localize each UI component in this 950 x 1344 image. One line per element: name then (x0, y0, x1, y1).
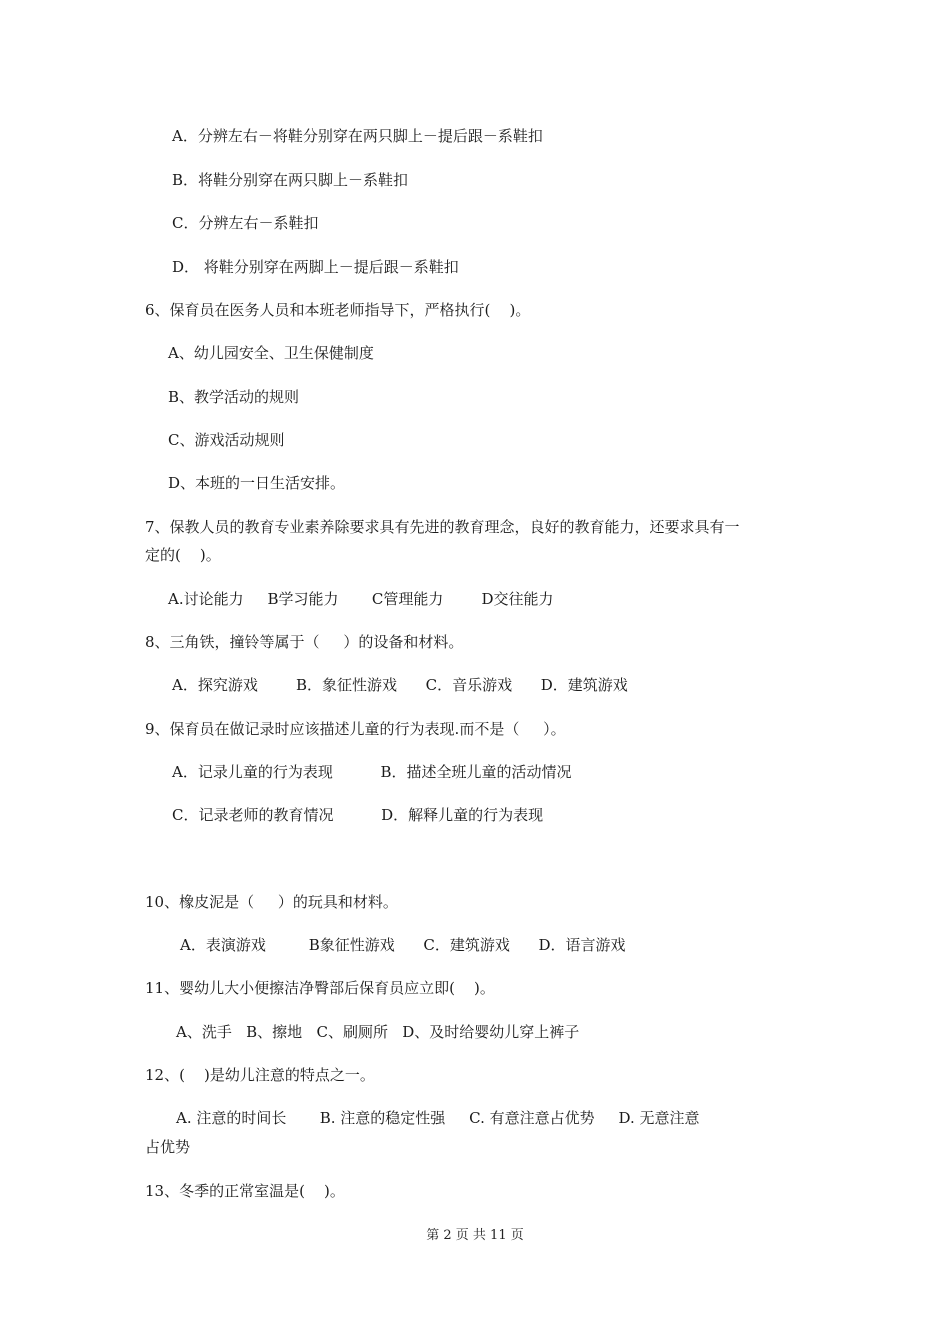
q5-option-d: D． 将鞋分别穿在两脚上－提后跟－系鞋扣 (172, 258, 459, 276)
q7-options: A.讨论能力 B学习能力 C管理能力 D交往能力 (168, 590, 554, 608)
q10-options: A．表演游戏 B象征性游戏 C．建筑游戏 D．语言游戏 (180, 936, 626, 954)
q8-stem: 8、三角铁，撞铃等属于（ ）的设备和材料。 (145, 633, 464, 651)
q12-options-line2: 占优势 (145, 1138, 191, 1156)
q12-stem: 12、( )是幼儿注意的特点之一。 (145, 1066, 375, 1084)
q6-option-d: D、本班的一日生活安排。 (168, 474, 346, 492)
q9-stem: 9、保育员在做记录时应该描述儿童的行为表现.而不是（ ）。 (145, 720, 566, 738)
q5-option-a: A．分辨左右－将鞋分别穿在两只脚上－提后跟－系鞋扣 (172, 127, 543, 145)
q8-options: A．探究游戏 B．象征性游戏 C．音乐游戏 D．建筑游戏 (172, 676, 628, 694)
q11-stem: 11、婴幼儿大小便擦洁净臀部后保育员应立即( )。 (145, 979, 495, 997)
q9-options-row2: C．记录老师的教育情况 D．解释儿童的行为表现 (172, 806, 544, 824)
q6-option-a: A、幼儿园安全、卫生保健制度 (168, 344, 374, 362)
q12-options-line1: A. 注意的时间长 B. 注意的稳定性强 C. 有意注意占优势 D. 无意注意 (176, 1109, 700, 1127)
q7-stem-line1: 7、保教人员的教育专业素养除要求具有先进的教育理念，良好的教育能力，还要求具有一 (145, 518, 740, 536)
q11-options: A、洗手 B、擦地 C、刷厕所 D、及时给婴幼儿穿上裤子 (176, 1023, 580, 1041)
page-footer: 第 2 页 共 11 页 (426, 1228, 524, 1243)
q5-option-c: C．分辨左右－系鞋扣 (172, 214, 319, 232)
q6-stem: 6、保育员在医务人员和本班老师指导下，严格执行( )。 (145, 301, 531, 319)
q6-option-c: C、游戏活动规则 (168, 431, 285, 449)
q9-options-row1: A．记录儿童的行为表现 B．描述全班儿童的活动情况 (172, 763, 572, 781)
q7-stem-line2: 定的( )。 (145, 546, 221, 564)
q6-option-b: B、教学活动的规则 (168, 388, 300, 406)
q10-stem: 10、橡皮泥是（ ）的玩具和材料。 (145, 893, 398, 911)
q13-stem: 13、冬季的正常室温是( )。 (145, 1182, 345, 1200)
q5-option-b: B．将鞋分别穿在两只脚上－系鞋扣 (172, 171, 409, 189)
